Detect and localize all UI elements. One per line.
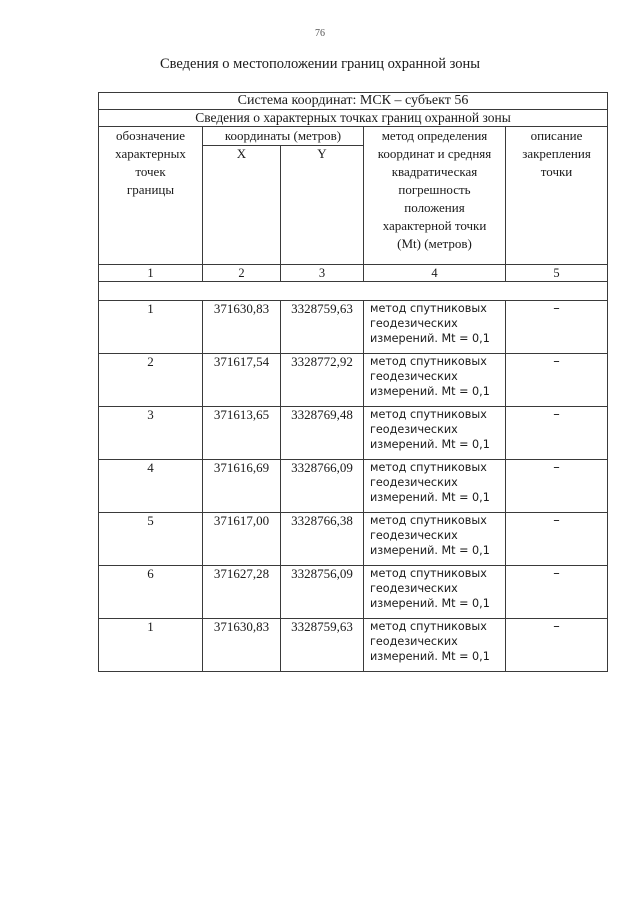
- column-number: 2: [203, 265, 281, 282]
- point-number: 4: [99, 460, 203, 513]
- table-row: [99, 407, 608, 460]
- header-y: Y: [281, 146, 364, 265]
- x-coordinate: 371617,00: [203, 513, 281, 566]
- point-number: 6: [99, 566, 203, 619]
- x-coordinate: 371630,83: [203, 301, 281, 354]
- x-coordinate: 371617,54: [203, 354, 281, 407]
- column-number: 4: [364, 265, 506, 282]
- method-cell: метод спутниковых геодезических измерений. Mt = 0,1: [364, 566, 506, 619]
- description-cell: –: [506, 407, 608, 460]
- column-number: 1: [99, 265, 203, 282]
- method-cell: метод спутниковых геодезических измерений. Mt = 0,1: [364, 301, 506, 354]
- column-number: 5: [506, 265, 608, 282]
- description-cell: –: [506, 460, 608, 513]
- header-method: метод определения координат и средняя квадратическая погрешность положения характерной точки (Mt) (метров): [364, 127, 506, 265]
- x-coordinate: 371630,83: [203, 619, 281, 672]
- description-cell: –: [506, 619, 608, 672]
- y-coordinate: 3328769,48: [281, 407, 364, 460]
- table-row: [99, 460, 608, 513]
- point-number: 1: [99, 301, 203, 354]
- x-coordinate: 371616,69: [203, 460, 281, 513]
- description-cell: –: [506, 354, 608, 407]
- page-number: 76: [315, 28, 325, 39]
- header-description: описание закрепления точки: [506, 127, 608, 265]
- y-coordinate: 3328756,09: [281, 566, 364, 619]
- description-cell: –: [506, 301, 608, 354]
- table-row: [99, 301, 608, 354]
- point-number: 5: [99, 513, 203, 566]
- boundary-points-table: [98, 92, 608, 672]
- document-title: Сведения о местоположении границ охранной зоны: [159, 56, 480, 72]
- header-coordinates: координаты (метров): [203, 127, 364, 146]
- description-cell: –: [506, 566, 608, 619]
- point-number: 2: [99, 354, 203, 407]
- y-coordinate: 3328759,63: [281, 619, 364, 672]
- method-cell: метод спутниковых геодезических измерений. Mt = 0,1: [364, 407, 506, 460]
- spacer-row: [99, 282, 608, 301]
- method-cell: метод спутниковых геодезических измерений. Mt = 0,1: [364, 460, 506, 513]
- point-number: 1: [99, 619, 203, 672]
- y-coordinate: 3328759,63: [281, 301, 364, 354]
- y-coordinate: 3328766,38: [281, 513, 364, 566]
- x-coordinate: 371627,28: [203, 566, 281, 619]
- table-row: [99, 619, 608, 672]
- y-coordinate: 3328766,09: [281, 460, 364, 513]
- y-coordinate: 3328772,92: [281, 354, 364, 407]
- table-row: [99, 513, 608, 566]
- table-subtitle: Сведения о характерных точках границ охранной зоны: [99, 110, 608, 127]
- table-row: [99, 566, 608, 619]
- header-x: X: [203, 146, 281, 265]
- method-cell: метод спутниковых геодезических измерений. Mt = 0,1: [364, 513, 506, 566]
- coordinate-system-label: Система координат: МСК – субъект 56: [99, 93, 608, 110]
- point-number: 3: [99, 407, 203, 460]
- x-coordinate: 371613,65: [203, 407, 281, 460]
- method-cell: метод спутниковых геодезических измерений. Mt = 0,1: [364, 619, 506, 672]
- description-cell: –: [506, 513, 608, 566]
- method-cell: метод спутниковых геодезических измерений. Mt = 0,1: [364, 354, 506, 407]
- header-point-designation: обозначение характерных точек границы: [99, 127, 203, 265]
- table-row: [99, 354, 608, 407]
- column-number: 3: [281, 265, 364, 282]
